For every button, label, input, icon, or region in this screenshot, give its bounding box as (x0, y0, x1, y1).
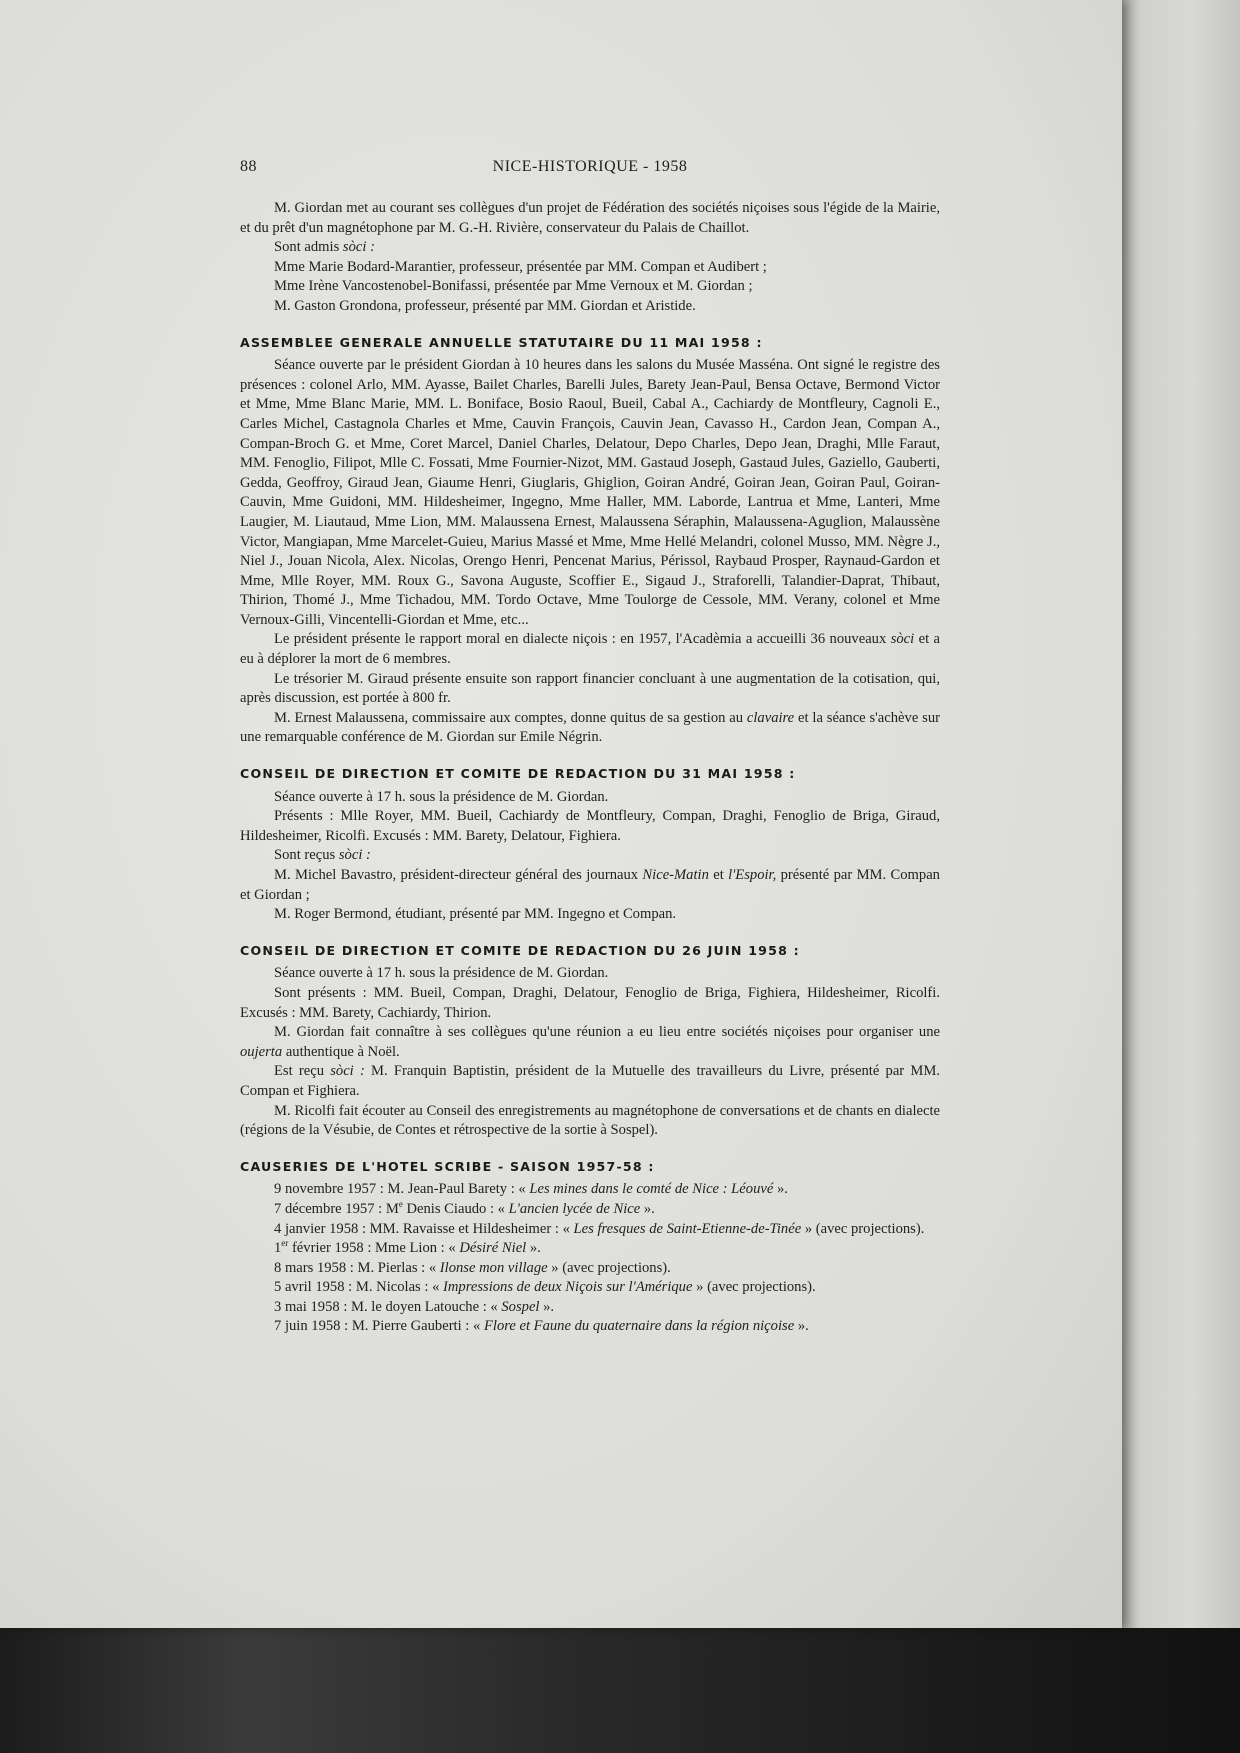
paragraph: Séance ouverte à 17 h. sous la présidence de M. Giordan. (274, 788, 609, 805)
text-run: ». (794, 1318, 809, 1335)
lecture-title: Désiré Niel (459, 1240, 527, 1257)
page-content (240, 157, 940, 1337)
scan-bottom-shadow (0, 1628, 1240, 1753)
italic-term: clavaire (746, 709, 795, 726)
section-heading: CONSEIL DE DIRECTION ET COMITE DE REDACTION DU 31 MAI 1958 : (240, 766, 796, 782)
text-run: M. Michel Bavastro, président-directeur général des journaux (274, 867, 643, 883)
text-run: ». (640, 1200, 655, 1217)
paragraph (240, 866, 940, 905)
list-item (240, 1317, 940, 1337)
paragraph (240, 238, 940, 258)
text-run: et (708, 867, 729, 883)
paragraph: Mme Irène Vancostenobel-Bonifassi, présentée par Mme Vernoux et M. Giordan ; (274, 278, 753, 295)
italic-term: sòci (890, 631, 915, 648)
lecture-title: Flore et Faune du quaternaire dans la région niçoise (483, 1318, 795, 1335)
text-run: Sont admis (274, 239, 343, 256)
paragraph: Séance ouverte à 17 h. sous la présidence de M. Giordan. (274, 965, 609, 982)
text-run: » (avec projections). (547, 1259, 671, 1276)
text-run: présenté par MM. Compan et Giordan ; (240, 867, 940, 903)
text-run: 7 juin 1958 : M. Pierre Gauberti : « (274, 1318, 484, 1335)
italic-term: l'Espoir, (728, 867, 777, 883)
list-item (240, 1298, 940, 1318)
text-run: 1 (274, 1240, 282, 1257)
italic-term: oujerta (240, 1043, 283, 1060)
lecture-title: L'ancien lycée de Nice (508, 1200, 641, 1217)
list-item (240, 1180, 940, 1200)
text-run: Sont reçus (274, 847, 339, 864)
paragraph: M. Giordan met au courant ses collègues d'un projet de Fédération des sociétés niçoises sous l'égide de la Mairie, et du prêt d'un magnétophone par M. G.-H. Rivière, conservateur du Palais de Chaillot. (240, 200, 940, 236)
lecture-title: Sospel (501, 1298, 540, 1315)
text-run: M. Franquin Baptistin, président de la Mutuelle des travailleurs du Livre, présenté par MM. Compan et Fighiera. (240, 1063, 940, 1099)
italic-term: sòci : (342, 239, 375, 256)
text-run: Le président présente le rapport moral en dialecte niçois : en 1957, l'Acadèmia a accueilli 36 nouveaux (274, 631, 891, 648)
paragraph: Présents : Mlle Royer, MM. Bueil, Cachiardy de Montfleury, Compan, Draghi, Fenoglio de Briga, Giraud, Hildesheimer, Ricolfi. Excusés : MM. Barety, Delatour, Fighiera. (240, 808, 940, 844)
lecture-title: Ilonse mon village (439, 1259, 548, 1276)
paragraph (240, 1062, 940, 1101)
paragraph: M. Gaston Grondona, professeur, présenté par MM. Giordan et Aristide. (274, 297, 696, 314)
paragraph: Le trésorier M. Giraud présente ensuite son rapport financier concluant à une augmentation de la cotisation, qui, après discussion, est portée à 800 fr. (240, 670, 940, 707)
conseil-juin-section (240, 941, 940, 1141)
text-run: » (avec projections). (801, 1220, 925, 1237)
text-run: authentique à Noël. (282, 1043, 400, 1060)
running-head (240, 157, 940, 185)
paragraph: Séance ouverte par le président Giordan à 10 heures dans les salons du Musée Masséna. Ont signé le registre des présences : colonel Arlo, MM. Ayasse, Bailet Charles, Barelli Jules, Barety Jean-Paul, Bensa Octave, Bermond Victor et Mme, Mme Blanc Marie, MM. L. Boniface, Bosio Raoul, Bueil, Cabal A., Cachiardy de Montfleury, Cagnoli E., Carles Michel, Castagnola Charles et Mme, Cauvin François, Cauvin Jean, Cavasso H., Cardon Jean, Compan A., Compan-Broch G. et Mme, Coret Marcel, Daniel Charles, Delatour, Depo Charles, Depo Jean, Draghi, Mlle Faraut, MM. Fenoglio, Filipot, Mlle C. Fossati, Mme Fournier-Nizot, MM. Gastaud Joseph, Gastaud Jules, Gaziello, Gauberti, Gedda, Geoffroy, Giraud Jean, Giaume Henri, Giuglaris, Ghiglion, Goiran André, Goiran Jean, Goiran Paul, Goiran-Cauvin, Mme Guidoni, MM. Hildesheimer, Ingegno, Mme Haller, MM. Laborde, Lantrua et Mme, Lanteri, Mme Laugier, M. Liautaud, Mme Lion, MM. Malaussena Ernest, Malaussena Séraphin, Malaussena-Aguglion, Malaussène Victor, Mangiapan, Mme Marcelet-Guieu, Marius Massé et Mme, Mme Hellé Melandri, colonel Musso, MM. Nègre J., Niel J., Jouan Nicola, Alex. Nicolas, Orengo Henri, Pencenat Marius, Périssol, Raybaud Prosper, Raynaud-Gardon et Mme, Mlle Royer, MM. Roux G., Savona Auguste, Scoffier E., Sigaud J., Straforelli, Talandier-Daprat, Thibaut, Thirion, Thomé J., Mme Tichadou, MM. Tordo Octave, Mme Toulorge de Cessole, MM. Verany, colonel et Mme Vernoux-Gilli, Vincentelli-Giordan et Mme, etc... (240, 357, 940, 628)
text-run: 7 décembre 1957 : M (274, 1200, 399, 1217)
paragraph: Sont présents : MM. Bueil, Compan, Draghi, Delatour, Fenoglio de Briga, Fighiera, Hildesheimer, Ricolfi. Excusés : MM. Barety, Cachiardy, Thirion. (240, 984, 940, 1021)
paragraph (240, 630, 940, 669)
paragraph: Mme Marie Bodard-Marantier, professeur, présentée par MM. Compan et Audibert ; (274, 258, 767, 275)
superscript: er (281, 1238, 289, 1249)
paragraph (240, 709, 940, 748)
page-number: 88 (240, 158, 257, 175)
text-run: 3 mai 1958 : M. le doyen Latouche : « (274, 1298, 502, 1315)
section-heading: ASSEMBLEE GENERALE ANNUELLE STATUTAIRE DU 11 MAI 1958 : (240, 334, 763, 350)
list-item (240, 1200, 940, 1220)
paragraph: M. Roger Bermond, étudiant, présenté par MM. Ingegno et Compan. (274, 906, 677, 923)
list-item (240, 1278, 940, 1298)
text-run: février 1958 : Mme Lion : « (288, 1240, 460, 1257)
intro-section (240, 199, 940, 317)
paragraph (240, 1023, 940, 1062)
text-run: ». (539, 1298, 555, 1315)
list-item (240, 1239, 940, 1259)
text-run: 9 novembre 1957 : M. Jean-Paul Barety : « (274, 1181, 530, 1198)
lecture-title: Les fresques de Saint-Etienne-de-Tinée (573, 1220, 802, 1237)
lecture-title: Impressions de deux Niçois sur l'Amérique (443, 1279, 693, 1296)
text-run: M. Ernest Malaussena, commissaire aux comptes, donne quitus de sa gestion au (274, 709, 747, 726)
italic-term: sòci : (338, 847, 371, 864)
text-run: Denis Ciaudo : « (402, 1200, 509, 1217)
superscript: e (398, 1199, 403, 1210)
conseil-mai-section (240, 764, 940, 925)
text-run: Est reçu (274, 1063, 331, 1080)
list-item (240, 1220, 940, 1240)
text-run: 5 avril 1958 : M. Nicolas : « (274, 1279, 444, 1296)
text-run: » (avec projections). (692, 1279, 816, 1296)
section-heading: CONSEIL DE DIRECTION ET COMITE DE REDACTION DU 26 JUIN 1958 : (240, 942, 800, 958)
causeries-section (240, 1157, 940, 1337)
paragraph: M. Ricolfi fait écouter au Conseil des enregistrements au magnétophone de conversations et de chants en dialecte (régions de la Vésubie, de Contes et rétrospective de la sortie à Sospel). (240, 1102, 940, 1139)
italic-term: Nice-Matin (642, 867, 709, 883)
lecture-title: Les mines dans le comté de Nice : Léouvé (529, 1181, 774, 1198)
text-run: 8 mars 1958 : M. Pierlas : « (274, 1259, 440, 1276)
journal-title: NICE-HISTORIQUE - 1958 (492, 158, 688, 175)
assemblee-section (240, 333, 940, 748)
text-run: ». (526, 1240, 541, 1257)
paragraph (240, 846, 940, 866)
section-heading: CAUSERIES DE L'HOTEL SCRIBE - SAISON 1957-58 : (240, 1158, 655, 1174)
text-run: ». (773, 1181, 788, 1198)
text-run: et a eu à déplorer la mort de 6 membres. (240, 631, 941, 668)
facing-page-edge (1118, 0, 1240, 1628)
italic-term: sòci : (330, 1063, 365, 1080)
list-item (240, 1259, 940, 1279)
text-run: 4 janvier 1958 : MM. Ravaisse et Hildesheimer : « (274, 1220, 574, 1237)
text-run: M. Giordan fait connaître à ses collègues qu'une réunion a eu lieu entre sociétés niçoises pour organiser une (274, 1024, 940, 1041)
text-run: et la séance s'achève sur une remarquable conférence de M. Giordan sur Emile Négrin. (240, 709, 940, 746)
